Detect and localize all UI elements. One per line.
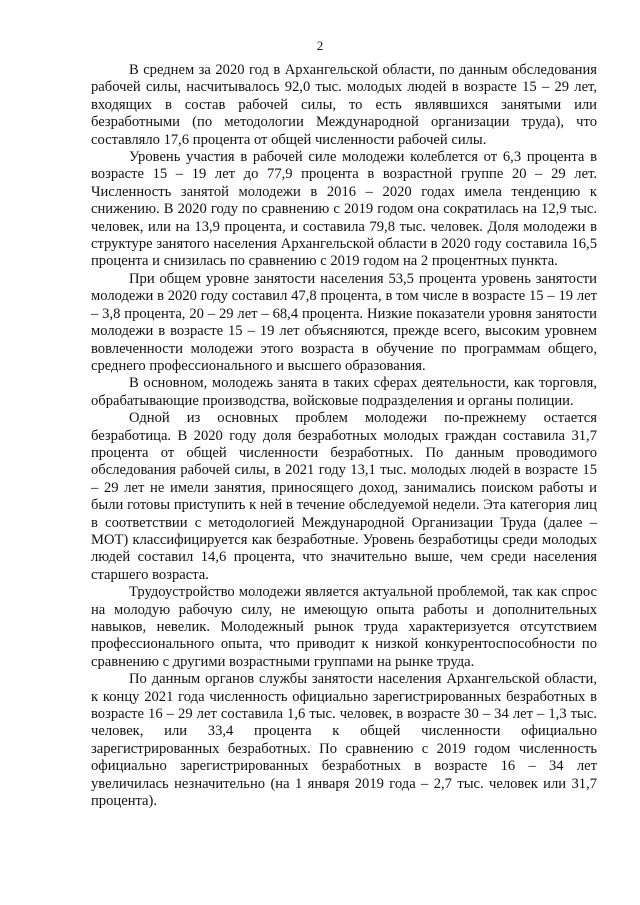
paragraph-5: Одной из основных проблем молодежи по-прежнему остается безработица. В 2020 году доля безработных молодых граждан составила 31,7 процента от общей численности безработных. По данным проводимого обследования рабочей силы, в 2021 году 13,1 тыс. молодых людей в возрасте 15 – 29 лет не имели занятия, приносящего доход, занимались поиском работы и были готовы приступить к ней в течение обследуемой недели. Эта категория лиц в соответствии с методологией Международной Организации Труда (далее – МОТ) классифицируется как безработные. Уровень безработицы среди молодых людей составил 14,6 процента, что значительно выше, чем среди населения старшего возраста. [91,410,597,583]
paragraph-6: Трудоустройство молодежи является актуальной проблемой, так как спрос на молодую рабочую силу, не имеющую опыта работы и дополнительных навыков, невелик. Молодежный рынок труда характеризуется отсутствием профессионального опыта, что приводит к низкой конкурентоспособности по сравнению с другими возрастными группами на рынке труда. [91,584,597,670]
paragraph-7: По данным органов службы занятости населения Архангельской области, к концу 2021 года численность официально зарегистрированных безработных в возрасте 16 – 29 лет составила 1,6 тыс. человек, в возрасте 30 – 34 лет – 1,3 тыс. человек, или 33,4 процента к общей численности официально зарегистрированных безработных. По сравнению с 2019 годом численность официально зарегистрированных безработных в возрасте 16 – 34 лет увеличилась незначительно (на 1 января 2019 года – 2,7 тыс. человек или 31,7 процента). [91,671,597,810]
paragraph-4: В основном, молодежь занята в таких сферах деятельности, как торговля, обрабатывающие производства, войсковые подразделения и органы полиции. [91,375,597,409]
paragraph-1: В среднем за 2020 год в Архангельской области, по данным обследования рабочей силы, насчитывалось 92,0 тыс. молодых людей в возрасте 15 – 29 лет, входящих в состав рабочей силы, то есть являвшихся занятыми или безработными (по методологии Международной организации труда), что составляло 17,6 процента от общей численности рабочей силы. [91,62,597,148]
page-number: 2 [316,38,324,53]
paragraph-3: При общем уровне занятости населения 53,5 процента уровень занятости молодежи в 2020 году составил 47,8 процента, в том числе в возрасте 15 – 19 лет – 3,8 процента, 20 – 29 лет – 68,4 процента. Низкие показатели уровня занятости молодежи в возрасте 15 – 19 лет объясняются, прежде всего, высоким уровнем вовлеченности молодежи этого возраста в обучение по программам общего, среднего профессионального и высшего образования. [91,270,597,374]
document-body [91,62,597,810]
paragraph-2: Уровень участия в рабочей силе молодежи колеблется от 6,3 процента в возрасте 15 – 19 лет до 77,9 процента в возрастной группе 20 – 29 лет. Численность занятой молодежи в 2016 – 2020 годах имела тенденцию к снижению. В 2020 году по сравнению с 2019 годом она сократилась на 12,9 тыс. человек, или на 13,9 процента, и составила 79,8 тыс. человек. Доля молодежи в структуре занятого населения Архангельской области в 2020 году составила 16,5 процента и снизилась по сравнению с 2019 годом на 2 процентных пункта. [91,149,597,270]
